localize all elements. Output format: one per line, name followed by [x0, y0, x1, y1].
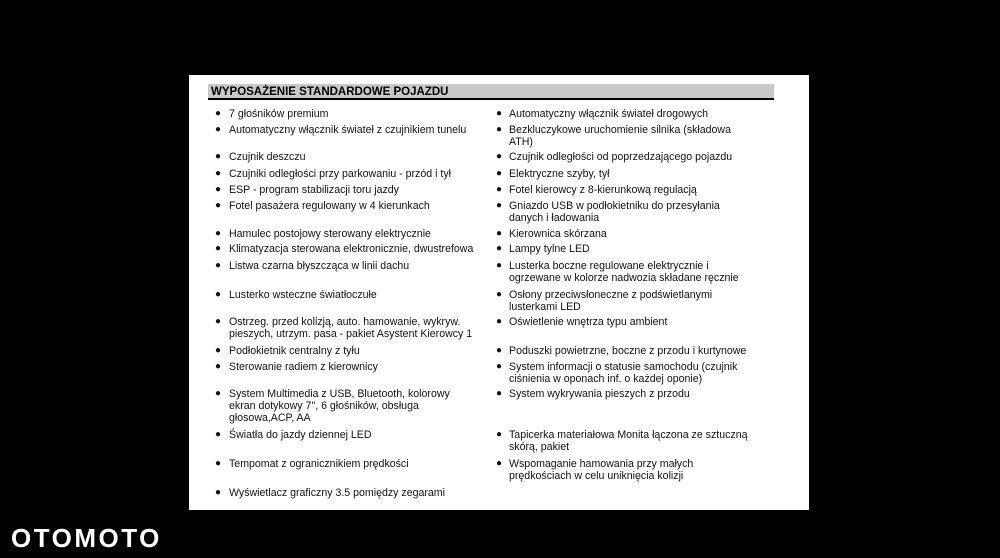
bullet-icon: ●: [496, 124, 503, 135]
bullet-icon: ●: [215, 487, 222, 498]
section-header: WYPOSAŻENIE STANDARDOWE POJAZDU: [208, 84, 774, 100]
equipment-item-text: ciśnienia w oponach inf. o każdej oponie): [509, 373, 703, 385]
bullet-icon: ●: [215, 108, 222, 119]
equipment-item-text: Lusterko wsteczne światłoczułe: [229, 289, 377, 301]
equipment-item-text: Wspomaganie hamowania przy małych: [509, 458, 694, 470]
bullet-icon: ●: [215, 458, 222, 469]
bullet-icon: ●: [215, 429, 222, 440]
equipment-item-text: ogrzewane w kolorze nadwozia składane ręcznie: [509, 272, 739, 284]
equipment-item-text: danych i ładowania: [509, 212, 600, 224]
bullet-icon: ●: [215, 151, 222, 162]
bullet-icon: ●: [496, 458, 503, 469]
equipment-item-text: Lusterka boczne regulowane elektrycznie i: [509, 260, 709, 272]
equipment-item-text: Elektryczne szyby, tył: [509, 168, 610, 180]
otomoto-logo[interactable]: OTOMOTO: [11, 523, 162, 553]
bullet-icon: ●: [496, 388, 503, 399]
bullet-icon: ●: [496, 316, 503, 327]
bullet-icon: ●: [215, 168, 222, 179]
equipment-item-text: Osłony przeciwsłoneczne z podświetlanymi: [509, 289, 713, 301]
equipment-item-text: Lampy tylne LED: [509, 243, 590, 255]
equipment-item-text: System wykrywania pieszych z przodu: [509, 388, 690, 400]
equipment-item-text: Czujniki odległości przy parkowaniu - przód i tył: [229, 168, 451, 180]
bullet-icon: ●: [496, 243, 503, 254]
equipment-item-text: System informacji o statusie samochodu (czujnik: [509, 361, 738, 373]
equipment-item-text: ekran dotykowy 7", 6 głośników, obsługa: [229, 400, 419, 412]
equipment-item-text: Automatyczny włącznik świateł drogowych: [509, 108, 709, 120]
equipment-item-text: Kierownica skórzana: [509, 228, 607, 240]
equipment-item-text: Hamulec postojowy sterowany elektrycznie: [229, 228, 431, 240]
bullet-icon: ●: [496, 361, 503, 372]
bullet-icon: ●: [215, 184, 222, 195]
bullet-icon: ●: [215, 124, 222, 135]
bullet-icon: ●: [496, 184, 503, 195]
equipment-item-text: Tapicerka materiałowa Monita łączona ze sztuczną: [509, 429, 748, 441]
bullet-icon: ●: [496, 260, 503, 271]
equipment-item-text: ATH): [509, 136, 533, 148]
bullet-icon: ●: [215, 200, 222, 211]
equipment-item-text: 7 głośników premium: [229, 108, 329, 120]
equipment-item-text: Czujnik deszczu: [229, 151, 306, 163]
bullet-icon: ●: [215, 361, 222, 372]
equipment-item-text: Ostrzeg. przed kolizją, auto. hamowanie, wykryw.: [229, 316, 461, 328]
equipment-item-text: Podłokietnik centralny z tyłu: [229, 345, 360, 357]
equipment-item-text: głosowa,ACP, AA: [229, 412, 311, 424]
equipment-item-text: Światła do jazdy dziennej LED: [229, 429, 372, 441]
bullet-icon: ●: [496, 289, 503, 300]
equipment-document: [189, 75, 809, 510]
bullet-icon: ●: [496, 168, 503, 179]
equipment-item-text: Czujnik odległości od poprzedzającego pojazdu: [509, 151, 733, 163]
bullet-icon: ●: [496, 345, 503, 356]
equipment-item-text: Wyświetlacz graficzny 3.5 pomiędzy zegarami: [229, 487, 445, 499]
equipment-item-text: Bezkluczykowe uruchomienie silnika (składowa: [509, 124, 731, 136]
equipment-item-text: skórą, pakiet: [509, 441, 570, 453]
equipment-item-text: ESP - program stabilizacji toru jazdy: [229, 184, 399, 196]
bullet-icon: ●: [496, 108, 503, 119]
bullet-icon: ●: [215, 289, 222, 300]
bullet-icon: ●: [496, 228, 503, 239]
equipment-item-text: Fotel pasażera regulowany w 4 kierunkach: [229, 200, 430, 212]
equipment-item-text: lusterkami LED: [509, 301, 581, 313]
equipment-item-text: Tempomat z ogranicznikiem prędkości: [229, 458, 409, 470]
equipment-item-text: Listwa czarna błyszcząca w linii dachu: [229, 260, 410, 272]
bullet-icon: ●: [215, 316, 222, 327]
bullet-icon: ●: [215, 243, 222, 254]
bullet-icon: ●: [215, 228, 222, 239]
equipment-item-text: Klimatyzacja sterowana elektronicznie, dwustrefowa: [229, 243, 474, 255]
bullet-icon: ●: [496, 429, 503, 440]
bullet-icon: ●: [215, 260, 222, 271]
bullet-icon: ●: [496, 151, 503, 162]
bullet-icon: ●: [215, 388, 222, 399]
equipment-item-text: pieszych, utrzym. pasa - pakiet Asystent Kierowcy 1: [229, 328, 473, 340]
bullet-icon: ●: [496, 200, 503, 211]
bullet-icon: ●: [215, 345, 222, 356]
equipment-item-text: Automatyczny włącznik świateł z czujnikiem tunelu: [229, 124, 467, 136]
equipment-item-text: prędkościach w celu uniknięcia kolizji: [509, 470, 684, 482]
equipment-item-text: System Multimedia z USB, Bluetooth, kolorowy: [229, 388, 450, 400]
equipment-item-text: Fotel kierowcy z 8-kierunkową regulacją: [509, 184, 697, 196]
equipment-item-text: Oświetlenie wnętrza typu ambient: [509, 316, 668, 328]
equipment-item-text: Sterowanie radiem z kierownicy: [229, 361, 378, 373]
equipment-item-text: Poduszki powietrzne, boczne z przodu i kurtynowe: [509, 345, 747, 357]
equipment-item-text: Gniazdo USB w podłokietniku do przesyłania: [509, 200, 720, 212]
